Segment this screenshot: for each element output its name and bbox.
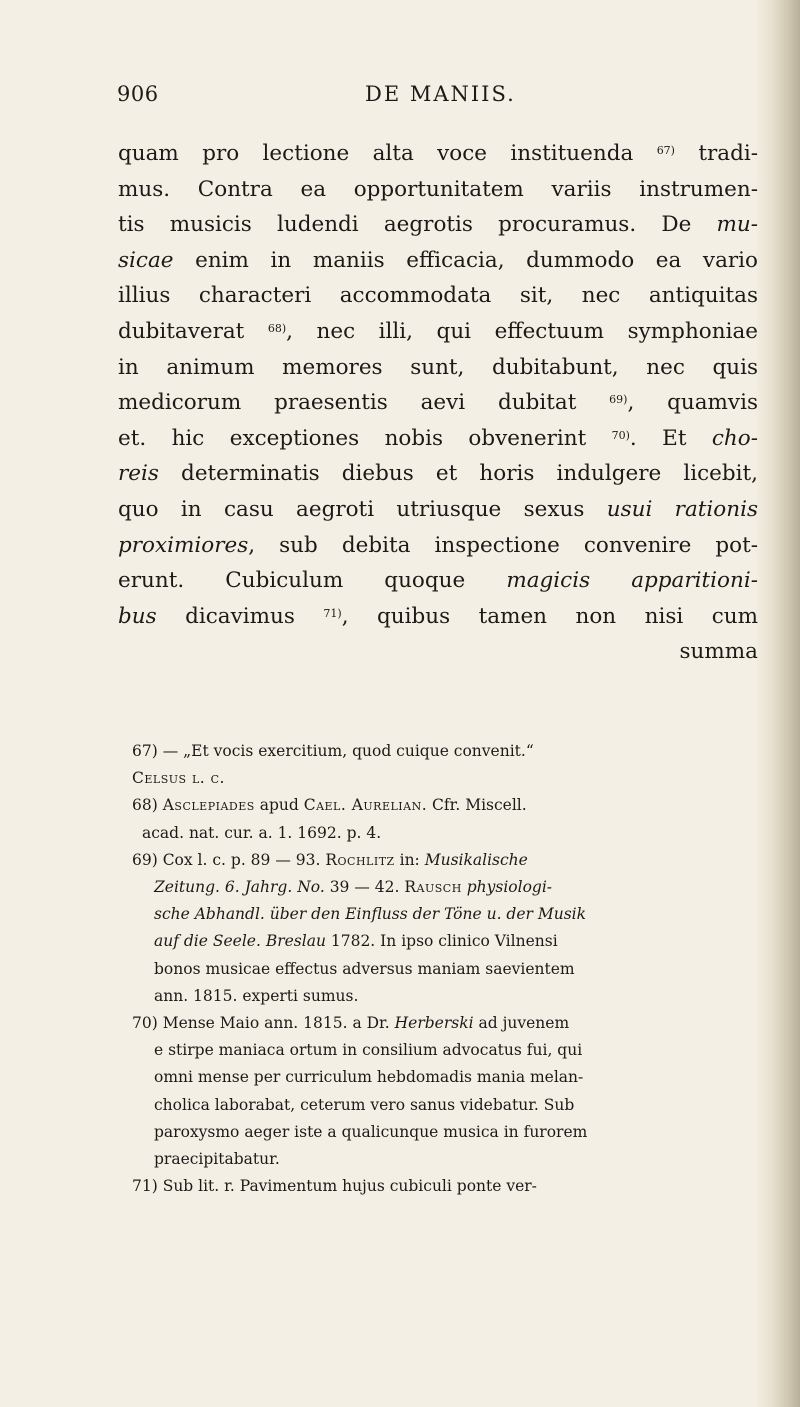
page-header: [117, 82, 757, 122]
text-line: et. hic exceptiones nobis obvenerint $^{70)}$. Et cho-: [118, 425, 758, 451]
text-line: reis determinatis diebus et horis indulgere licebit,: [118, 461, 758, 487]
footnote-69-cont: ann. 1815. experti sumus.: [154, 986, 359, 1005]
footnote-67-cont: Celsus l. c.: [132, 769, 225, 788]
page-edge-shadow: [754, 0, 800, 1407]
footnote-ref[interactable]: 71): [323, 606, 342, 620]
text-line: bus dicavimus $^{71)}$, quibus tamen non nisi cum: [118, 603, 758, 629]
footnote-69-cont: sche Abhandl. über den Einfluss der Töne u. der Musik: [154, 905, 587, 924]
footnote-70-cont: paroxysmo aeger iste a qualicunque musica in furorem: [154, 1122, 588, 1141]
text-line: quam pro lectione alta voce instituenda $^{67)}$ tradi-: [118, 141, 759, 166]
footnote-67: 67) — „Et vocis exercitium, quod cuique convenit.“: [132, 742, 534, 760]
text-line: in animum memores sunt, dubitabunt, nec quis: [118, 354, 758, 380]
footnote-ref[interactable]: 70): [611, 428, 630, 442]
running-title: DE MANIIS.: [365, 82, 516, 106]
text-line: sicae enim in maniis efficacia, dummodo ea vario: [118, 247, 758, 273]
footnote-70-cont: praecipitabatur.: [154, 1150, 280, 1169]
text-line: proximiores, sub debita inspectione convenire pot-: [118, 532, 758, 558]
footnote-70: 70) Mense Maio ann. 1815. a Dr. Herberski ad juvenem: [132, 1014, 570, 1033]
footnote-70-cont: e stirpe maniaca ortum in consilium advocatus fui, qui: [154, 1041, 583, 1060]
footnote-68: 68) Asclepiades apud Cael. Aurelian. Cfr. Miscell.: [132, 796, 527, 815]
text-line: quo in casu aegroti utriusque sexus usui rationis: [118, 496, 758, 522]
catchword: summa: [679, 639, 758, 665]
footnote-ref[interactable]: 67): [656, 144, 675, 157]
text-line: tis musicis ludendi aegrotis procuramus. De mu-: [118, 212, 758, 238]
footnote-ref[interactable]: 68): [267, 321, 287, 335]
footnote-69: 69) Cox l. c. p. 89 — 93. Rochlitz in: Musikalische: [132, 850, 528, 869]
footnote-69-cont: Zeitung. 6. Jahrg. No. 39 — 42. Rausch physiologi-: [154, 878, 553, 897]
text-line: dubitaverat $^{68)}$, nec illi, qui effectuum symphoniae: [118, 318, 758, 344]
text-line: mus. Contra ea opportunitatem variis instrumen-: [118, 176, 758, 202]
footnote-69-cont: auf die Seele. Breslau 1782. In ipso clinico Vilnensi: [154, 932, 558, 951]
footnote-ref[interactable]: 69): [609, 393, 628, 407]
footnote-71: 71) Sub lit. r. Pavimentum hujus cubiculi ponte ver-: [132, 1177, 537, 1196]
text-line: medicorum praesentis aevi dubitat $^{69)}$, quamvis: [118, 390, 758, 416]
footnote-68-cont: acad. nat. cur. a. 1. 1692. p. 4.: [142, 823, 382, 842]
footnote-70-cont: omni mense per curriculum hebdomadis mania melan-: [154, 1068, 584, 1087]
footnote-69-cont: bonos musicae effectus adversus maniam saevientem: [154, 959, 575, 978]
footnotes: [132, 738, 758, 1200]
footnote-70-cont: cholica laborabat, ceterum vero sanus videbatur. Sub: [154, 1095, 575, 1114]
main-text: [118, 136, 758, 670]
page-number: 906: [117, 82, 159, 106]
text-line: erunt. Cubiculum quoque magicis apparitioni-: [118, 568, 758, 594]
text-line: illius characteri accommodata sit, nec antiquitas: [118, 283, 758, 309]
